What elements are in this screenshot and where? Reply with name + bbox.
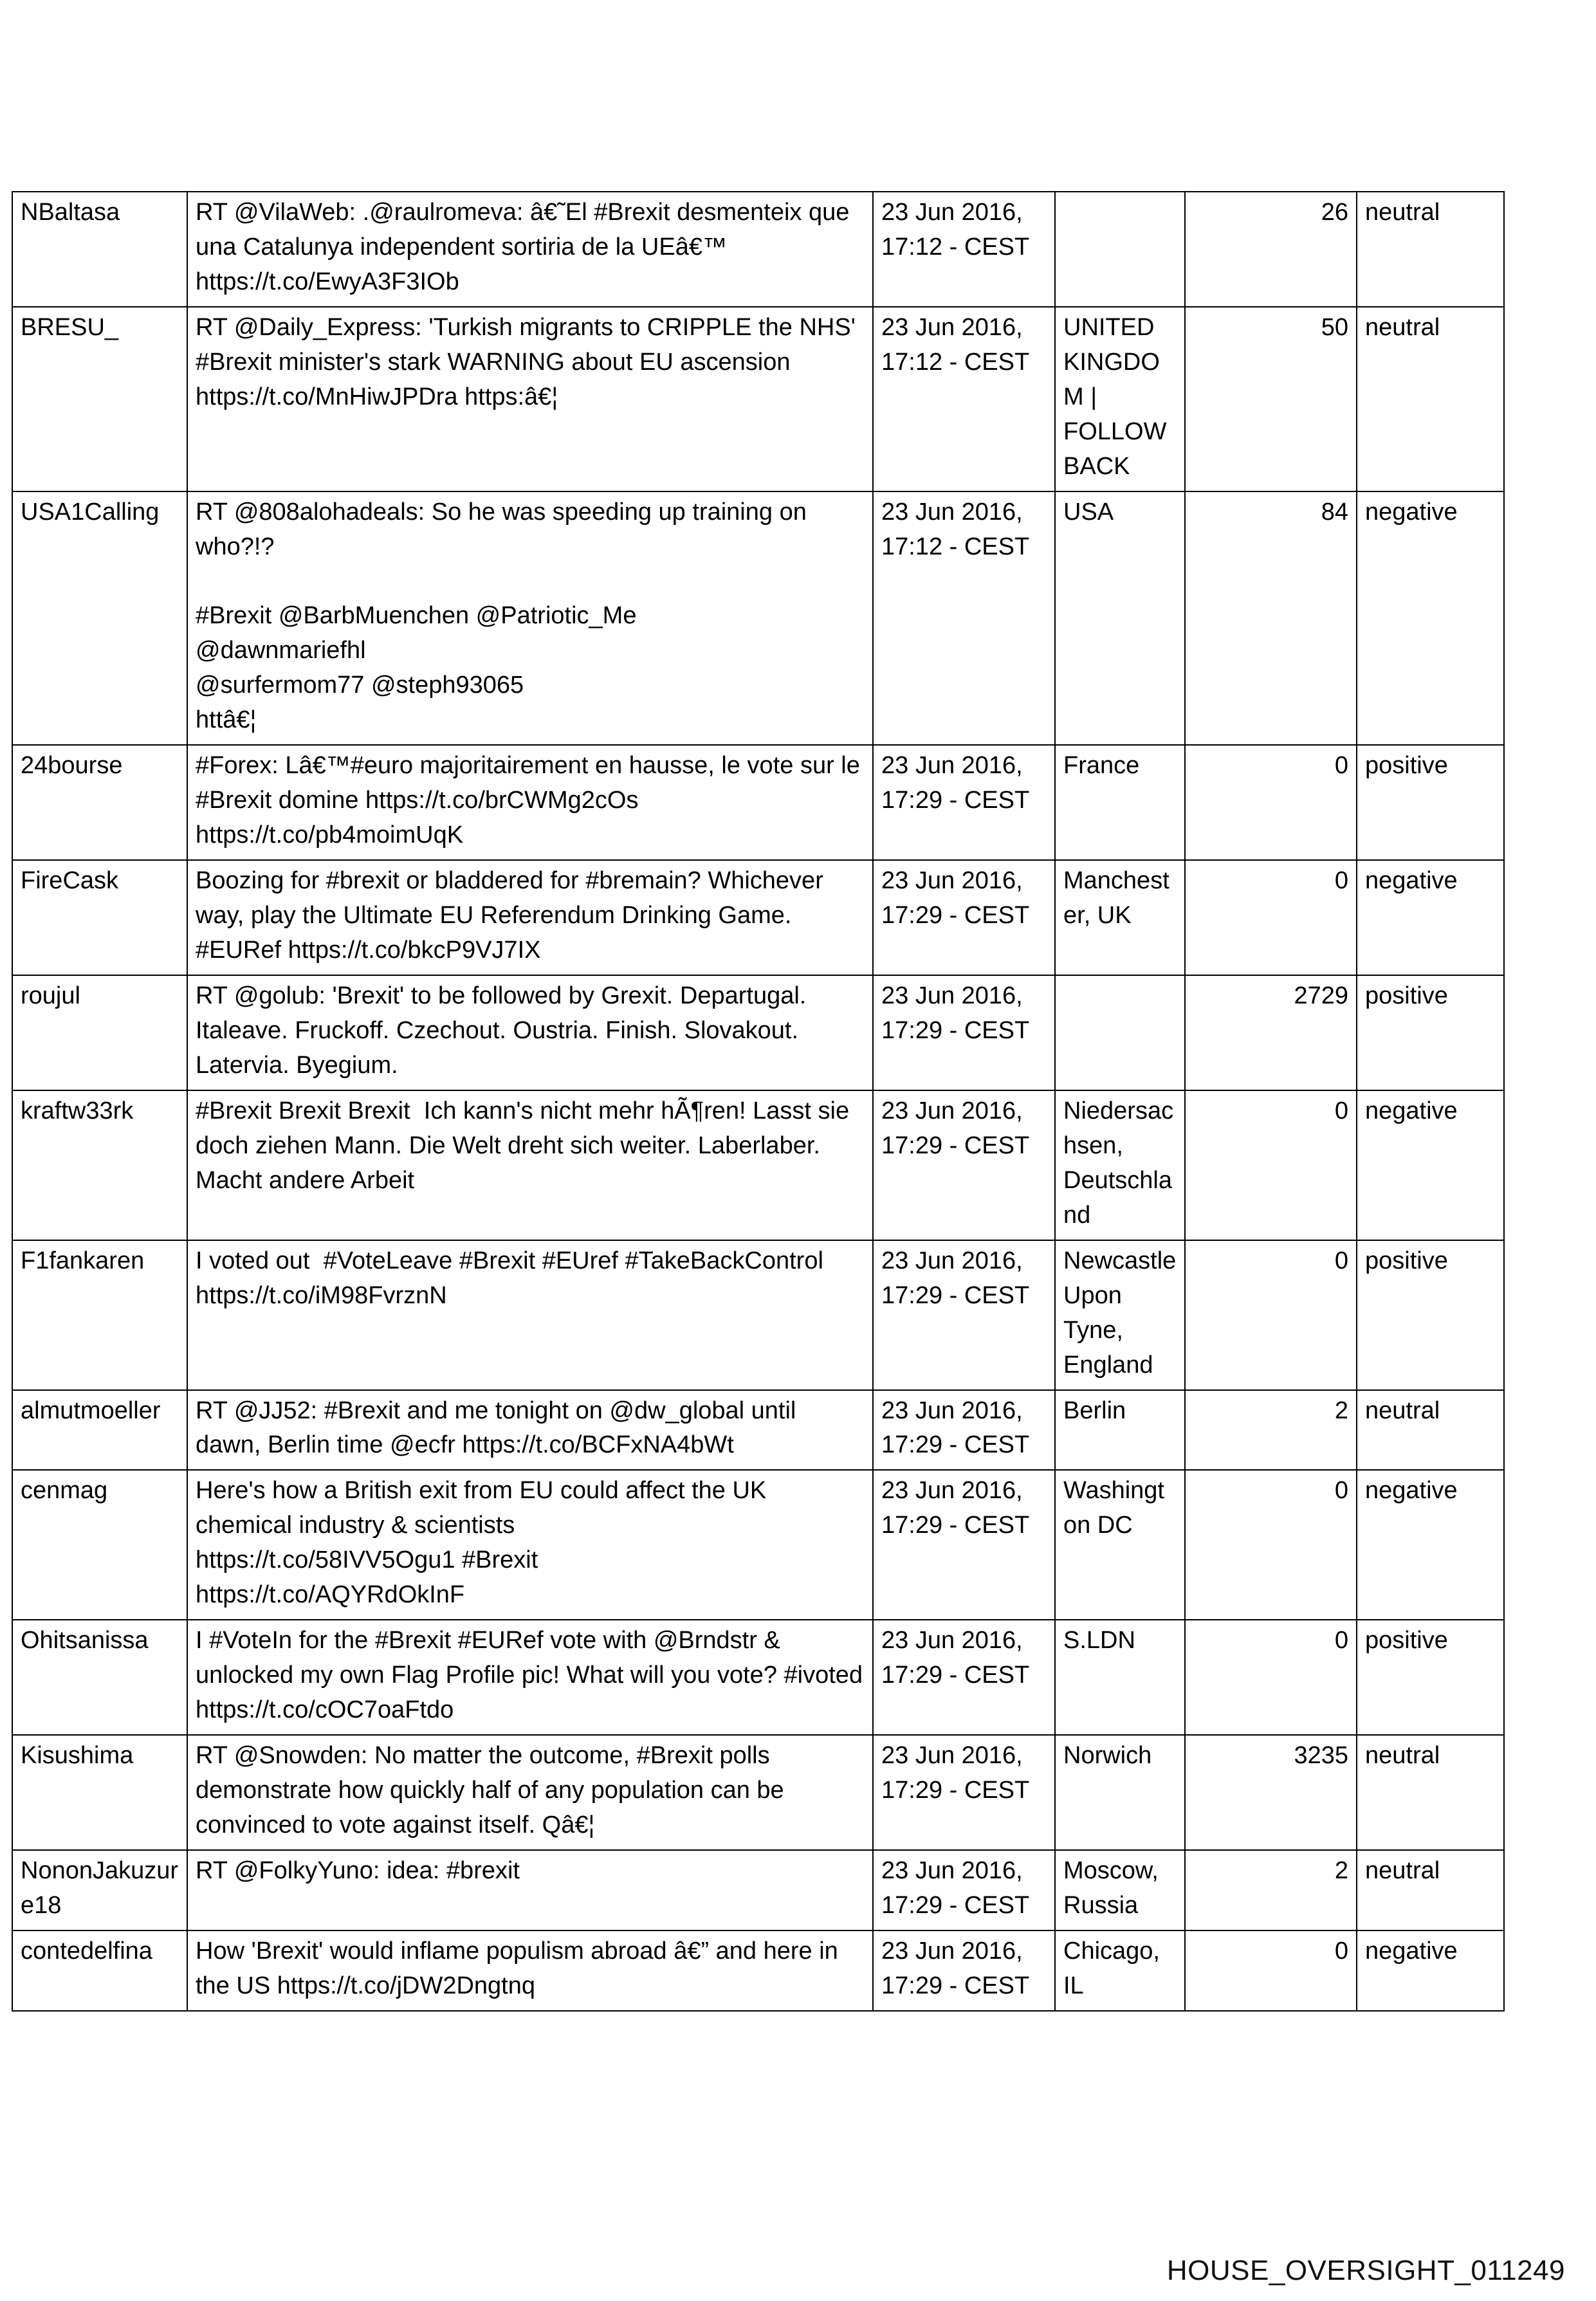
- table-row: [12, 1735, 1504, 1850]
- sentiment-cell: neutral: [1357, 1390, 1504, 1471]
- count-cell: 2: [1185, 1390, 1357, 1471]
- date-cell: 23 Jun 2016, 17:29 - CEST: [873, 1620, 1055, 1735]
- date-cell: 23 Jun 2016, 17:12 - CEST: [873, 307, 1055, 491]
- username-cell: 24bourse: [12, 745, 187, 860]
- tweet-text-cell: RT @Snowden: No matter the outcome, #Brexit polls demonstrate how quickly half of any population can be convinced to vote against itself. Qâ€¦: [187, 1735, 873, 1850]
- location-cell: S.LDN: [1055, 1620, 1185, 1735]
- date-cell: 23 Jun 2016, 17:29 - CEST: [873, 1470, 1055, 1620]
- table-row: [12, 1620, 1504, 1735]
- username-cell: almutmoeller: [12, 1390, 187, 1471]
- count-cell: 2729: [1185, 975, 1357, 1090]
- location-cell: USA: [1055, 491, 1185, 746]
- username-cell: NBaltasa: [12, 192, 187, 307]
- tweet-text-cell: How 'Brexit' would inflame populism abroad â€” and here in the US https://t.co/jDW2Dngtnq: [187, 1930, 873, 2011]
- table-row: [12, 1930, 1504, 2011]
- username-cell: cenmag: [12, 1470, 187, 1620]
- location-cell: Manchester, UK: [1055, 860, 1185, 975]
- location-cell: Norwich: [1055, 1735, 1185, 1850]
- location-cell: Chicago, IL: [1055, 1930, 1185, 2011]
- table-row: [12, 975, 1504, 1090]
- count-cell: 3235: [1185, 1735, 1357, 1850]
- date-cell: 23 Jun 2016, 17:29 - CEST: [873, 745, 1055, 860]
- date-cell: 23 Jun 2016, 17:12 - CEST: [873, 491, 1055, 746]
- table-row: [12, 1090, 1504, 1240]
- location-cell: Moscow, Russia: [1055, 1850, 1185, 1930]
- tweet-text-cell: RT @golub: 'Brexit' to be followed by Grexit. Departugal. Italeave. Fruckoff. Czechout. Oustria. Finish. Slovakout. Latervia. Byegium.: [187, 975, 873, 1090]
- table-row: [12, 1850, 1504, 1930]
- sentiment-cell: positive: [1357, 1620, 1504, 1735]
- sentiment-cell: negative: [1357, 1470, 1504, 1620]
- table-row: [12, 1240, 1504, 1390]
- sentiment-cell: negative: [1357, 860, 1504, 975]
- table-row: [12, 307, 1504, 491]
- tweet-text-cell: RT @808alohadeals: So he was speeding up training on who?!? #Brexit @BarbMuenchen @Patriotic_Me @dawnmariefhl @surfermom77 @steph93065 httâ€¦: [187, 491, 873, 746]
- table-row: [12, 192, 1504, 307]
- tweet-text-cell: I #VoteIn for the #Brexit #EURef vote with @Brndstr & unlocked my own Flag Profile pic! What will you vote? #ivoted https://t.co/cOC7oaFtdo: [187, 1620, 873, 1735]
- count-cell: 50: [1185, 307, 1357, 491]
- count-cell: 0: [1185, 860, 1357, 975]
- tweet-table: [12, 191, 1505, 2012]
- sentiment-cell: neutral: [1357, 1850, 1504, 1930]
- table-row: [12, 1470, 1504, 1620]
- location-cell: Berlin: [1055, 1390, 1185, 1471]
- location-cell: [1055, 975, 1185, 1090]
- count-cell: 2: [1185, 1850, 1357, 1930]
- table-row: [12, 1390, 1504, 1471]
- location-cell: UNITED KINGDOM | FOLLOW BACK: [1055, 307, 1185, 491]
- username-cell: Ohitsanissa: [12, 1620, 187, 1735]
- date-cell: 23 Jun 2016, 17:29 - CEST: [873, 975, 1055, 1090]
- count-cell: 0: [1185, 1620, 1357, 1735]
- table-row: [12, 745, 1504, 860]
- count-cell: 0: [1185, 1240, 1357, 1390]
- sentiment-cell: negative: [1357, 1090, 1504, 1240]
- count-cell: 0: [1185, 1930, 1357, 2011]
- date-cell: 23 Jun 2016, 17:29 - CEST: [873, 1735, 1055, 1850]
- tweet-table-body: [12, 192, 1504, 2011]
- location-cell: Niedersachsen, Deutschland: [1055, 1090, 1185, 1240]
- date-cell: 23 Jun 2016, 17:29 - CEST: [873, 1930, 1055, 2011]
- table-row: [12, 860, 1504, 975]
- username-cell: contedelfina: [12, 1930, 187, 2011]
- username-cell: roujul: [12, 975, 187, 1090]
- username-cell: kraftw33rk: [12, 1090, 187, 1240]
- count-cell: 84: [1185, 491, 1357, 746]
- count-cell: 26: [1185, 192, 1357, 307]
- count-cell: 0: [1185, 745, 1357, 860]
- date-cell: 23 Jun 2016, 17:29 - CEST: [873, 1390, 1055, 1471]
- date-cell: 23 Jun 2016, 17:29 - CEST: [873, 1090, 1055, 1240]
- tweet-text-cell: I voted out #VoteLeave #Brexit #EUref #TakeBackControl https://t.co/iM98FvrznN: [187, 1240, 873, 1390]
- location-cell: [1055, 192, 1185, 307]
- tweet-text-cell: RT @Daily_Express: 'Turkish migrants to CRIPPLE the NHS' #Brexit minister's stark WARNING about EU ascension https://t.co/MnHiwJPDra https:â€¦: [187, 307, 873, 491]
- tweet-text-cell: Here's how a British exit from EU could affect the UK chemical industry & scientists https://t.co/58IVV5Ogu1 #Brexit https://t.co/AQYRdOkInF: [187, 1470, 873, 1620]
- location-cell: France: [1055, 745, 1185, 860]
- sentiment-cell: neutral: [1357, 192, 1504, 307]
- tweet-text-cell: #Forex: Lâ€™#euro majoritairement en hausse, le vote sur le #Brexit domine https://t.co/brCWMg2cOs https://t.co/pb4moimUqK: [187, 745, 873, 860]
- date-cell: 23 Jun 2016, 17:12 - CEST: [873, 192, 1055, 307]
- username-cell: F1fankaren: [12, 1240, 187, 1390]
- username-cell: USA1Calling: [12, 491, 187, 746]
- table-row: [12, 491, 1504, 746]
- username-cell: FireCask: [12, 860, 187, 975]
- tweet-text-cell: #Brexit Brexit Brexit Ich kann's nicht mehr hÃ¶ren! Lasst sie doch ziehen Mann. Die Welt dreht sich weiter. Laberlaber. Macht andere Arbeit: [187, 1090, 873, 1240]
- tweet-text-cell: RT @VilaWeb: .@raulromeva: â€˜El #Brexit desmenteix que una Catalunya independent sortiria de la UEâ€™ https://t.co/EwyA3F3IOb: [187, 192, 873, 307]
- username-cell: Kisushima: [12, 1735, 187, 1850]
- sentiment-cell: positive: [1357, 745, 1504, 860]
- sentiment-cell: neutral: [1357, 1735, 1504, 1850]
- sentiment-cell: neutral: [1357, 307, 1504, 491]
- sentiment-cell: negative: [1357, 1930, 1504, 2011]
- location-cell: Washington DC: [1055, 1470, 1185, 1620]
- date-cell: 23 Jun 2016, 17:29 - CEST: [873, 860, 1055, 975]
- location-cell: Newcastle Upon Tyne, England: [1055, 1240, 1185, 1390]
- tweet-text-cell: RT @FolkyYuno: idea: #brexit: [187, 1850, 873, 1930]
- document-id-footer: HOUSE_OVERSIGHT_011249: [1166, 2255, 1565, 2286]
- username-cell: BRESU_: [12, 307, 187, 491]
- sentiment-cell: negative: [1357, 491, 1504, 746]
- count-cell: 0: [1185, 1090, 1357, 1240]
- date-cell: 23 Jun 2016, 17:29 - CEST: [873, 1850, 1055, 1930]
- sentiment-cell: positive: [1357, 1240, 1504, 1390]
- sentiment-cell: positive: [1357, 975, 1504, 1090]
- count-cell: 0: [1185, 1470, 1357, 1620]
- date-cell: 23 Jun 2016, 17:29 - CEST: [873, 1240, 1055, 1390]
- tweet-text-cell: RT @JJ52: #Brexit and me tonight on @dw_global until dawn, Berlin time @ecfr https://t.co/BCFxNA4bWt: [187, 1390, 873, 1471]
- username-cell: NononJakuzure18: [12, 1850, 187, 1930]
- tweet-text-cell: Boozing for #brexit or bladdered for #bremain? Whichever way, play the Ultimate EU Referendum Drinking Game. #EURef https://t.co/bkcP9VJ7IX: [187, 860, 873, 975]
